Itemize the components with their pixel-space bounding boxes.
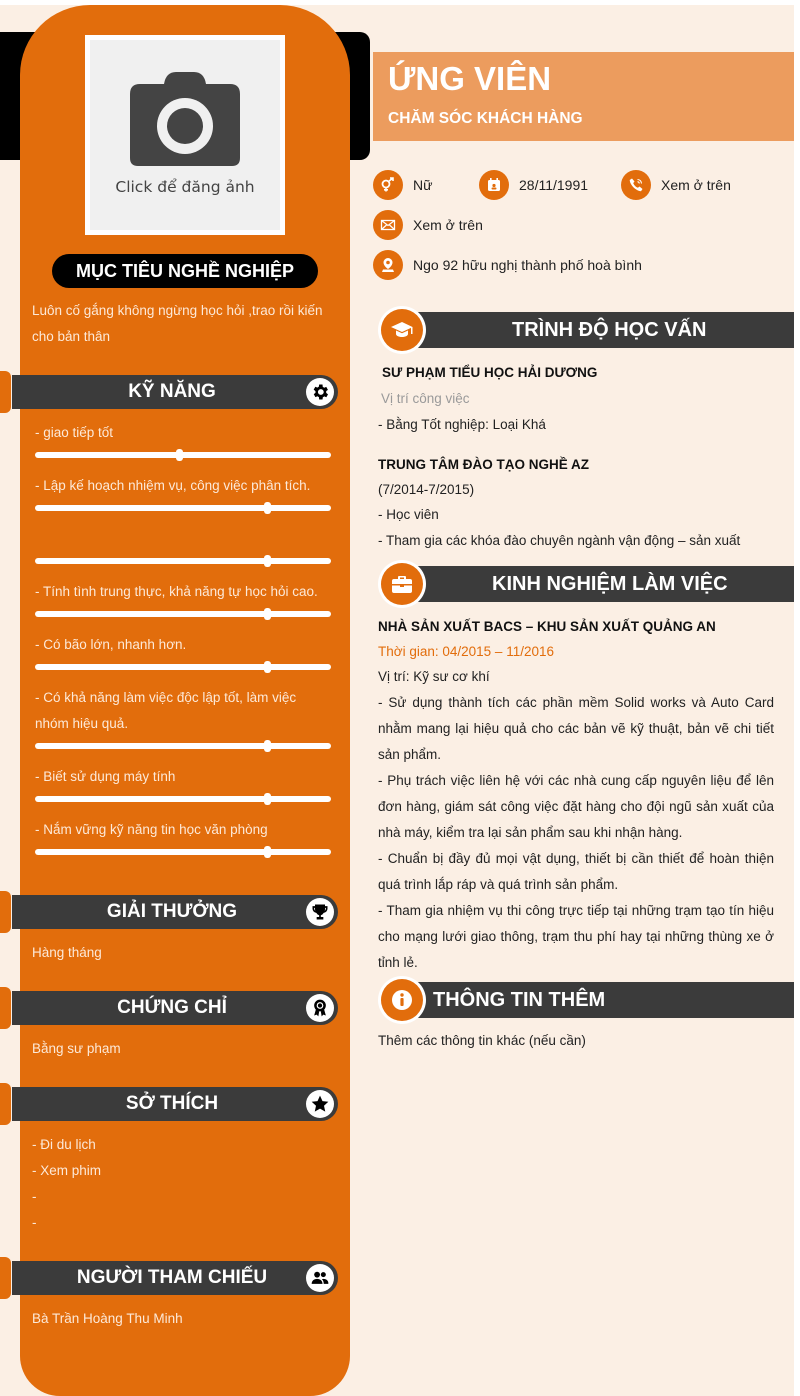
slider-knob[interactable]: [264, 740, 271, 752]
skill-item: [35, 817, 331, 855]
school-name[interactable]: SƯ PHẠM TIỂU HỌC HẢI DƯƠNG: [382, 365, 598, 380]
additional-info-text[interactable]: Thêm các thông tin khác (nếu cần): [378, 1033, 586, 1048]
experience-line[interactable]: - Chuẩn bị đầy đủ mọi vật dụng, thiết bị cần thiết để hoàn thiện quá trình lắp ráp và quá trình sản phẩm.: [378, 851, 774, 892]
education-line[interactable]: - Bằng Tốt nghiệp: Loại Khá: [378, 417, 546, 432]
heading-tab: [0, 1083, 11, 1125]
star-icon: [306, 1090, 334, 1118]
phone-icon: [621, 170, 651, 200]
skill-slider[interactable]: [35, 743, 331, 749]
heading-icon-circle: [378, 560, 426, 608]
skill-item: [35, 526, 331, 564]
hobbies-title: SỞ THÍCH: [125, 1093, 219, 1114]
hobby-item[interactable]: -: [32, 1189, 37, 1204]
references-title: NGƯỜI THAM CHIẾU: [76, 1267, 268, 1288]
education-line[interactable]: - Học viên: [378, 507, 439, 522]
skill-label: - Có khả năng làm việc độc lập tốt, làm việc nhóm hiệu quả.: [35, 690, 297, 731]
awards-heading: [0, 895, 338, 929]
experience-title: KINH NGHIỆM LÀM VIỆC: [492, 573, 728, 595]
skill-slider[interactable]: [35, 611, 331, 617]
school-period[interactable]: (7/2014-7/2015): [378, 482, 475, 497]
company-name[interactable]: NHÀ SẢN XUẤT BACS – KHU SẢN XUẤT QUẢNG AN: [378, 619, 716, 634]
awards-text[interactable]: Hàng tháng: [32, 945, 102, 960]
birthday-row: [479, 170, 588, 200]
references-heading: [0, 1261, 338, 1295]
address-value[interactable]: Ngo 92 hữu nghị thành phố hoà bình: [413, 257, 642, 273]
additional-info-title: THÔNG TIN THÊM: [433, 989, 606, 1011]
skill-slider[interactable]: [35, 664, 331, 670]
hobby-item[interactable]: -: [32, 1215, 37, 1230]
heading-tab: [0, 371, 11, 413]
skills-title: KỸ NĂNG: [128, 381, 216, 402]
people-icon: [306, 1264, 334, 1292]
skill-slider[interactable]: [35, 452, 331, 458]
address-row: [373, 250, 642, 280]
skill-item: [35, 473, 331, 511]
photo-upload[interactable]: [85, 35, 285, 235]
hobby-item[interactable]: - Đi du lịch: [32, 1137, 96, 1152]
skill-label: - giao tiếp tốt: [35, 425, 114, 440]
skill-label: [35, 526, 331, 552]
education-heading: [378, 312, 794, 348]
experience-line[interactable]: - Sử dụng thành tích các phần mềm Solid works và Auto Card nhằm mang lại hiệu quả cho các bản vẽ kỹ thuật, bản vẽ chi tiết sản phẩm.: [378, 695, 774, 762]
school-name[interactable]: TRUNG TÂM ĐÀO TẠO NGHỀ AZ: [378, 457, 589, 472]
skill-label: - Nắm vững kỹ năng tin học văn phòng: [35, 822, 268, 837]
skill-slider[interactable]: [35, 796, 331, 802]
skill-label: - Lập kế hoạch nhiệm vụ, công việc phân tích.: [35, 478, 311, 493]
medal-icon: [306, 994, 334, 1022]
experience-line[interactable]: - Tham gia nhiệm vụ thi công trực tiếp tại những trạm tạo tín hiệu cho mạng lưới giao thông, trạm thu phí hay tại những thùng xe ở tỉnh lẻ.: [378, 903, 774, 970]
skill-item: [35, 579, 331, 617]
phone-row: [621, 170, 731, 200]
experience-line[interactable]: - Phụ trách việc liên hệ với các nhà cung cấp nguyên liệu để lên đơn hàng, giám sát công việc đặt hàng cho đội ngũ sản xuất của nhà máy, kiểm tra lại sản phẩm sau khi nhận hàng.: [378, 773, 774, 840]
camera-icon: [128, 70, 242, 168]
gender-value[interactable]: Nữ: [413, 177, 433, 193]
additional-info-heading: [378, 982, 794, 1018]
education-title: TRÌNH ĐỘ HỌC VẤN: [512, 319, 707, 341]
gear-icon: [306, 378, 334, 406]
references-text[interactable]: Bà Trần Hoàng Thu Minh: [32, 1311, 183, 1326]
heading-tab: [0, 987, 11, 1029]
slider-knob[interactable]: [264, 502, 271, 514]
skill-item: [35, 632, 331, 670]
skill-item: [35, 685, 331, 749]
certificates-text[interactable]: Bằng sư phạm: [32, 1041, 121, 1056]
cv-page: [0, 5, 794, 1396]
career-goal-text[interactable]: Luôn cố gắng không ngừng học hỏi ,trao rồi kiến cho bản thân: [32, 303, 323, 344]
heading-icon-circle: [378, 976, 426, 1024]
gender-icon: [373, 170, 403, 200]
heading-tab: [0, 891, 11, 933]
hobbies-heading: [0, 1087, 338, 1121]
skill-slider[interactable]: [35, 849, 331, 855]
slider-knob[interactable]: [264, 608, 271, 620]
email-value[interactable]: Xem ở trên: [413, 217, 483, 233]
awards-title: GIẢI THƯỞNG: [106, 901, 238, 922]
slider-knob[interactable]: [264, 661, 271, 673]
slider-knob[interactable]: [176, 449, 183, 461]
skill-slider[interactable]: [35, 505, 331, 511]
heading-tab: [0, 1257, 11, 1299]
birthday-value[interactable]: 28/11/1991: [519, 177, 589, 193]
skill-slider[interactable]: [35, 558, 331, 564]
info-icon: [381, 979, 423, 1021]
mail-icon: [373, 210, 403, 240]
candidate-name[interactable]: ỨNG VIÊN: [388, 60, 552, 97]
graduation-cap-icon: [381, 309, 423, 351]
location-icon: [373, 250, 403, 280]
slider-knob[interactable]: [264, 555, 271, 567]
skill-label: - Có bão lớn, nhanh hơn.: [35, 637, 187, 652]
calendar-icon: [479, 170, 509, 200]
skill-label: - Tính tình trung thực, khả năng tự học hỏi cao.: [35, 584, 318, 599]
work-position[interactable]: Vị trí: Kỹ sư cơ khí: [378, 669, 490, 684]
school-position[interactable]: Vị trí công việc: [381, 391, 470, 406]
photo-caption: Click để đăng ảnh: [115, 178, 255, 196]
skills-heading: [0, 375, 338, 409]
gender-row: [373, 170, 432, 200]
email-row: [373, 210, 483, 240]
sidebar: [20, 5, 350, 1396]
experience-heading: [378, 566, 794, 602]
work-period[interactable]: Thời gian: 04/2015 – 11/2016: [378, 644, 554, 659]
job-title[interactable]: CHĂM SÓC KHÁCH HÀNG: [388, 110, 583, 127]
heading-icon-circle: [378, 306, 426, 354]
skill-item: [35, 420, 331, 458]
phone-value[interactable]: Xem ở trên: [661, 177, 731, 193]
slider-knob[interactable]: [264, 793, 271, 805]
certificates-heading: [0, 991, 338, 1025]
trophy-icon: [306, 898, 334, 926]
slider-knob[interactable]: [264, 846, 271, 858]
briefcase-icon: [381, 563, 423, 605]
education-line[interactable]: - Tham gia các khóa đào chuyên ngành vận động – sản xuất: [378, 533, 741, 548]
skill-item: [35, 764, 331, 802]
photo-placeholder[interactable]: [90, 40, 280, 230]
hobby-item[interactable]: - Xem phim: [32, 1163, 102, 1178]
skill-label: - Biết sử dụng máy tính: [35, 769, 176, 784]
name-box: [373, 52, 794, 141]
career-goal-title: MỤC TIÊU NGHỀ NGHIỆP: [52, 254, 318, 288]
certificates-title: CHỨNG CHỈ: [117, 997, 227, 1018]
